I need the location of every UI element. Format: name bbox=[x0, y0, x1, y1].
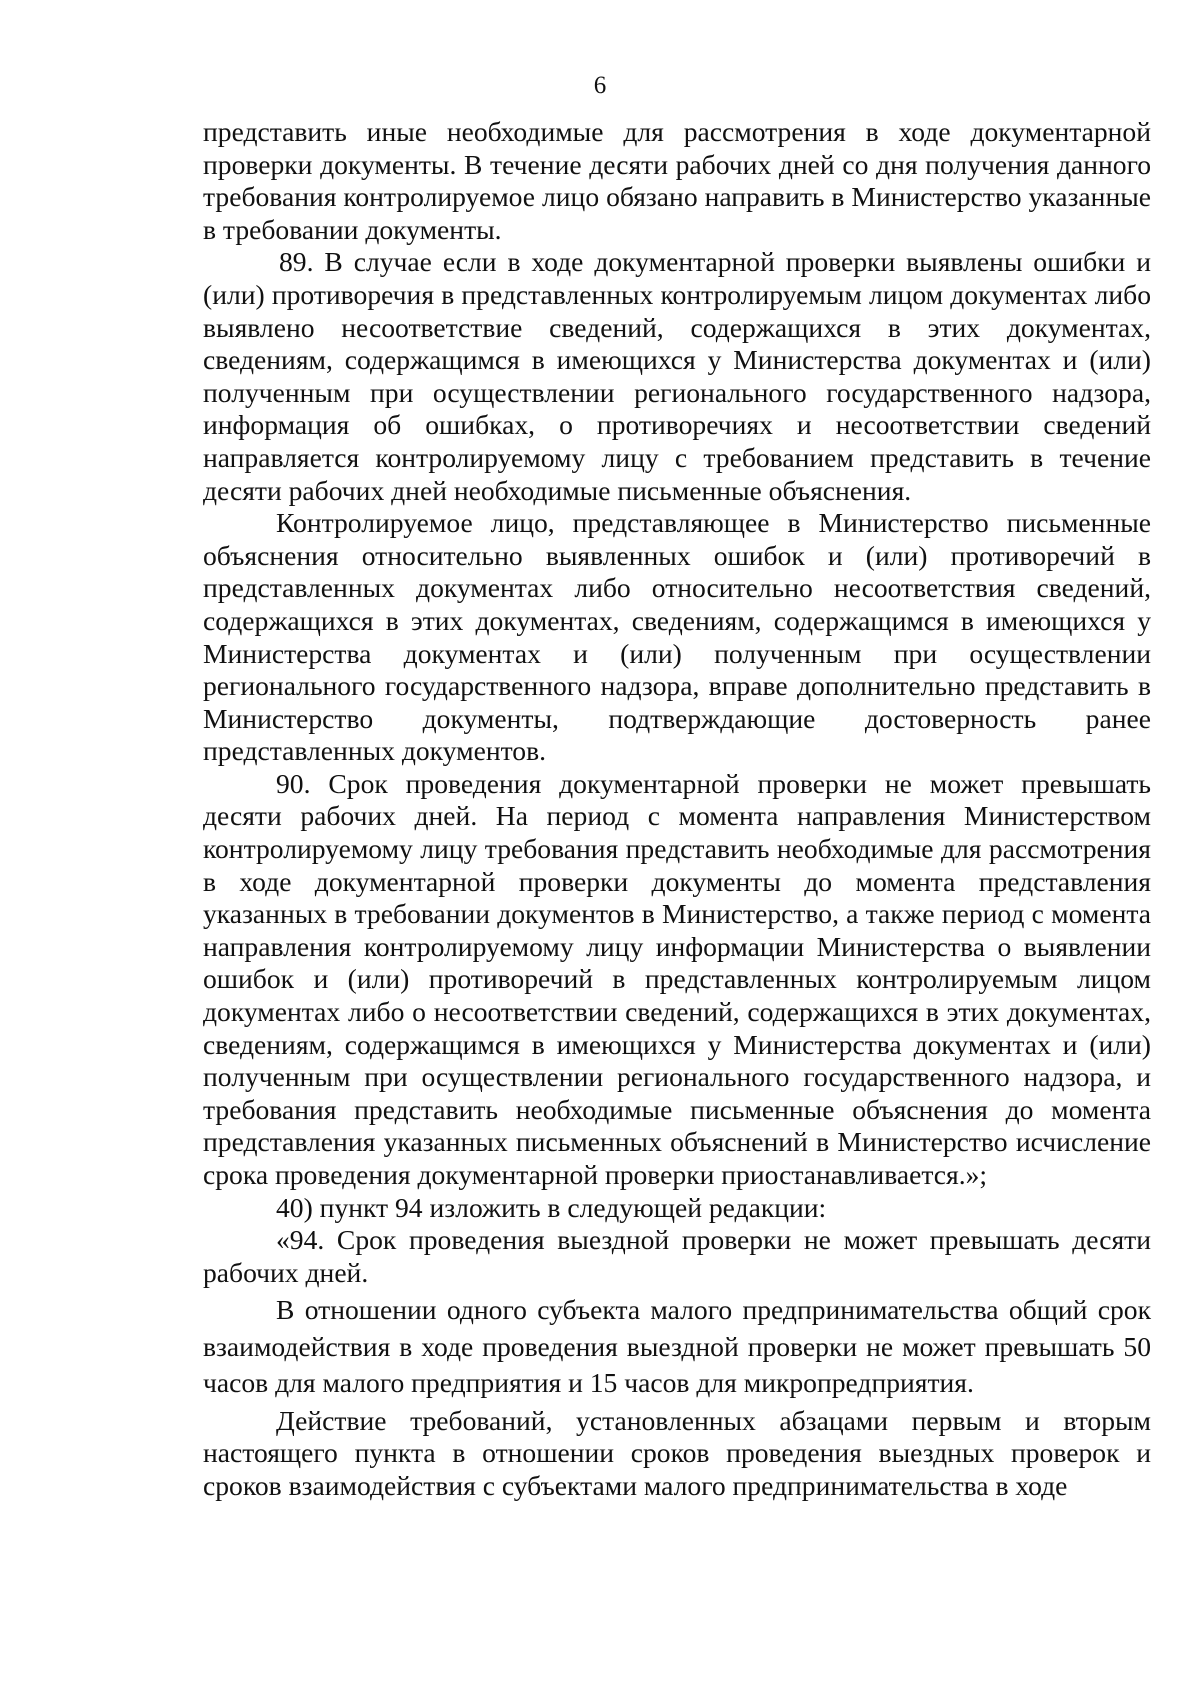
paragraph-item-89: 89. В случае если в ходе документарной проверки выявлены ошибки и (или) противоречия в представленных контролируемым лицом документах либо выявлено несоответствие сведений, содержащихся в этих документах, сведениям, содержащимся в имеющихся у Министерства документах и (или) полученным при осуществлении регионального государственного надзора, информация об ошибках, о противоречиях и несоответствии сведений направляется контролируемому лицу с требованием представить в течение десяти рабочих дней необходимые письменные объяснения. bbox=[203, 246, 1151, 506]
paragraph-amendment-40: 40) пункт 94 изложить в следующей редакции: bbox=[276, 1191, 827, 1223]
page-number: 6 bbox=[593, 72, 607, 99]
paragraph-small-business: В отношении одного субъекта малого предпринимательства общий срок взаимодействия в ходе проведения выездной проверки не может превышать 50 часов для малого предприятия и 15 часов для микропредприятия. bbox=[203, 1294, 1151, 1399]
document-body bbox=[203, 116, 1151, 1503]
paragraph-requirements: Действие требований, установленных абзацами первым и вторым настоящего пункта в отношении сроков проведения выездных проверок и сроков взаимодействия с субъектами малого предпринимательства в ходе bbox=[203, 1404, 1151, 1502]
paragraph-continuation: представить иные необходимые для рассмотрения в ходе документарной проверки документы. В течение десяти рабочих дней со дня получения данного требования контролируемое лицо обязано направить в Министерство указанные в требовании документы. bbox=[203, 116, 1151, 245]
paragraph-controlled-person: Контролируемое лицо, представляющее в Министерство письменные объяснения относительно выявленных ошибок и (или) противоречий в представленных документах либо относительно несоответствия сведений, содержащихся в этих документах, сведениям, содержащимся в имеющихся у Министерства документах и (или) полученным при осуществлении регионального государственного надзора, вправе дополнительно представить в Министерство документы, подтверждающие достоверность ранее представленных документов. bbox=[203, 507, 1151, 767]
paragraph-item-94: «94. Срок проведения выездной проверки не может превышать десяти рабочих дней. bbox=[203, 1224, 1151, 1288]
paragraph-item-90: 90. Срок проведения документарной проверки не может превышать десяти рабочих дней. На период с момента направления Министерством контролируемому лицу требования представить необходимые для рассмотрения в ходе документарной проверки документы до момента представления указанных в требовании документов в Министерство, а также период с момента направления контролируемому лицу информации Министерства о выявлении ошибок и (или) противоречий в представленных контролируемым лицом документах либо о несоответствии сведений, содержащихся в этих документах, сведениям, содержащимся в имеющихся у Министерства документах и (или) полученным при осуществлении регионального государственного надзора, и требования представить необходимые письменные объяснения до момента представления указанных письменных объяснений в Министерство исчисление срока проведения документарной проверки приостанавливается.»; bbox=[203, 767, 1151, 1190]
